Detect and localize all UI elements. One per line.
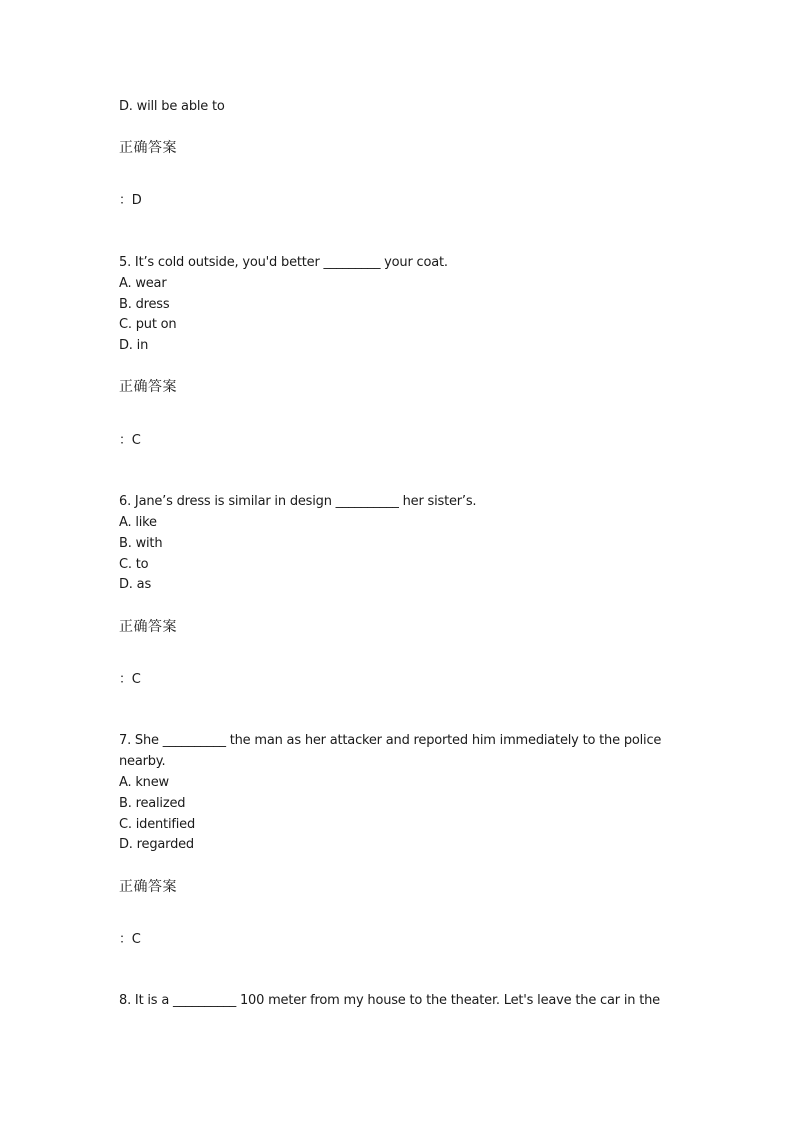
correct-answer-q6: ：C: [119, 672, 141, 687]
option-b-q5: B. dress: [119, 297, 170, 312]
option-c-q7: C. identified: [119, 817, 195, 832]
correct-answer-label-q4: 正确答案: [119, 140, 177, 156]
option-b-q7: B. realized: [119, 796, 186, 811]
option-d-q4: D. will be able to: [119, 99, 225, 114]
option-b-q6: B. with: [119, 536, 163, 551]
option-c-q5: C. put on: [119, 317, 177, 332]
question-6: 6. Jane’s dress is similar in design __________ her sister’s.: [119, 494, 477, 509]
correct-answer-q4: ：D: [119, 193, 142, 208]
question-5: 5. It’s cold outside, you'd better _________ your coat.: [119, 255, 448, 270]
correct-answer-label-q7: 正确答案: [119, 879, 177, 895]
option-a-q5: A. wear: [119, 276, 167, 291]
option-a-q7: A. knew: [119, 775, 169, 790]
correct-answer-label-q5: 正确答案: [119, 379, 177, 395]
correct-answer-label-q6: 正确答案: [119, 619, 177, 635]
correct-answer-q7: ：C: [119, 932, 141, 947]
option-d-q7: D. regarded: [119, 837, 194, 852]
question-7-continued: nearby.: [119, 754, 166, 769]
option-a-q6: A. like: [119, 515, 157, 530]
option-d-q5: D. in: [119, 338, 149, 353]
option-c-q6: C. to: [119, 557, 149, 572]
question-8: 8. It is a __________ 100 meter from my house to the theater. Let's leave the car in the: [119, 993, 660, 1008]
option-d-q6: D. as: [119, 577, 152, 592]
question-7: 7. She __________ the man as her attacker and reported him immediately to the police: [119, 733, 662, 748]
correct-answer-q5: ：C: [119, 433, 141, 448]
